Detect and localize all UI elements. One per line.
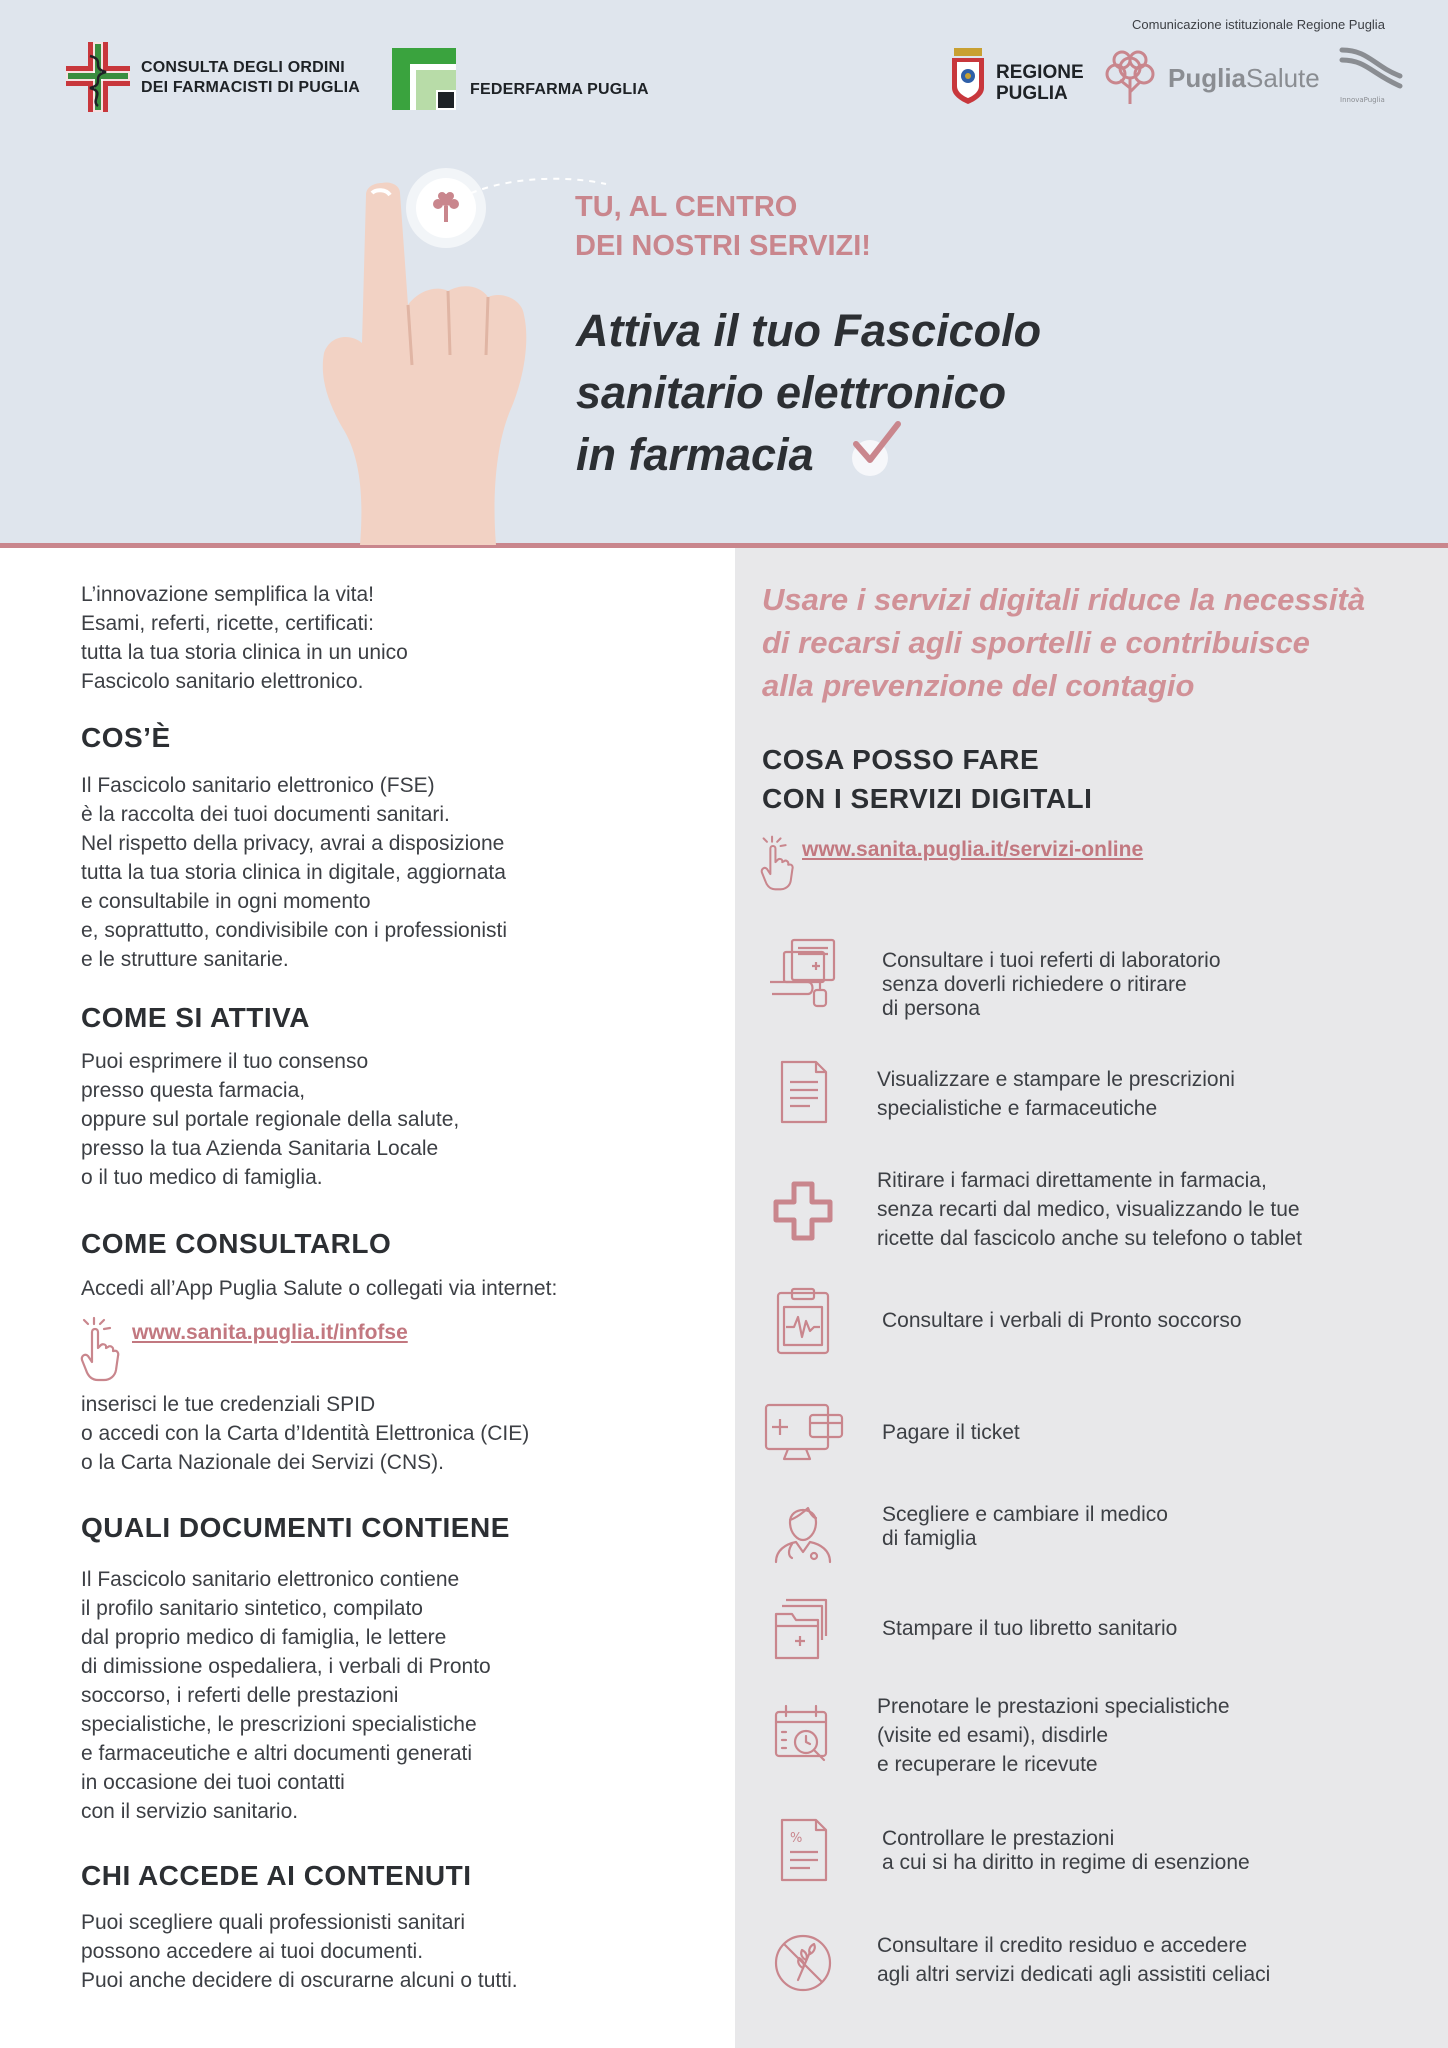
cose-line: Il Fascicolo sanitario elettronico (FSE): [81, 774, 435, 797]
service-line: (visite ed esami), disdirle: [877, 1724, 1109, 1747]
consulta-line1: CONSULTA DEGLI ORDINI: [141, 59, 345, 76]
service-item: [882, 1503, 1402, 1551]
exemption-document-icon: [768, 1816, 838, 1886]
service-line: senza recarti dal medico, visualizzando le tue: [877, 1198, 1300, 1221]
service-item: [882, 1614, 1402, 1643]
accede-line: Puoi scegliere quali professionisti sanitari: [81, 1911, 466, 1934]
federfarma-logo-icon: [392, 48, 456, 110]
service-line: Consultare i tuoi referti di laboratorio: [882, 949, 1221, 972]
service-line: Ritirare i farmaci direttamente in farmacia,: [877, 1169, 1267, 1192]
credentials-line: o la Carta Nazionale dei Servizi (CNS).: [81, 1451, 444, 1474]
title-line3: in farmacia: [576, 429, 814, 480]
accede-heading: CHI ACCEDE AI CONTENUTI: [81, 1860, 472, 1891]
intro-paragraph: [81, 580, 681, 696]
consulta-farmacisti-logo-icon: [66, 42, 130, 112]
title-line2: sanitario elettronico: [576, 367, 1007, 418]
hero-tagline: [575, 188, 871, 266]
payment-card-icon: [762, 1397, 846, 1467]
servizi-online-link[interactable]: [802, 838, 1143, 862]
cose-line: Nel rispetto della privacy, avrai a disposizione: [81, 832, 505, 855]
documenti-line: specialistiche, le prescrizioni specialistiche: [81, 1713, 477, 1736]
hero-title: [576, 300, 1041, 486]
service-line: ricette dal fascicolo anche su telefono o tablet: [877, 1227, 1302, 1250]
prevention-quote: [762, 578, 1412, 707]
tap-hand-icon: [758, 835, 798, 891]
intro-line3: tutta la tua storia clinica in un unico: [81, 641, 408, 664]
touch-point-tree-icon: [404, 166, 488, 250]
prescription-document-icon: [768, 1058, 838, 1128]
credentials-line: inserisci le tue credenziali SPID: [81, 1393, 376, 1416]
service-line: Pagare il ticket: [882, 1421, 1020, 1444]
medical-cross-icon: [768, 1176, 838, 1246]
quote-line2: di recarsi agli sportelli e contribuisce: [762, 625, 1310, 660]
service-item: [877, 1931, 1397, 1989]
innovapuglia-logo-icon: [1338, 46, 1404, 104]
salute-word: Salute: [1246, 63, 1320, 93]
documenti-line: Il Fascicolo sanitario elettronico contiene: [81, 1568, 460, 1591]
tagline-line1: TU, AL CENTRO: [575, 191, 798, 223]
service-line: senza doverli richiedere o ritirare: [882, 973, 1187, 996]
service-item: [877, 1065, 1397, 1123]
cose-line: tutta la tua storia clinica in digitale, aggiornata: [81, 861, 506, 884]
service-line: specialistiche e farmaceutiche: [877, 1097, 1158, 1120]
service-item: [882, 1418, 1402, 1447]
attiva-line: oppure sul portale regionale della salute,: [81, 1108, 460, 1131]
service-line: Consultare il credito residuo e accedere: [877, 1934, 1248, 1957]
services-heading-line2: CON I SERVIZI DIGITALI: [762, 783, 1093, 814]
gluten-free-icon: [768, 1928, 838, 1998]
quote-line1: Usare i servizi digitali riduce la necessità: [762, 582, 1366, 617]
service-item: [882, 949, 1402, 1021]
clipboard-ecg-icon: [768, 1287, 838, 1357]
credentials-line: o accedi con la Carta d’Identità Elettronica (CIE): [81, 1422, 530, 1445]
regione-puglia-text: [996, 62, 1084, 104]
percent-glyph: %: [790, 1831, 803, 1846]
service-item: [877, 1166, 1397, 1253]
consulta-line2: DEI FARMACISTI DI PUGLIA: [141, 79, 361, 96]
lab-results-icon: [768, 938, 838, 1008]
regione-line2: PUGLIA: [996, 83, 1068, 104]
service-line: Scegliere e cambiare il medico: [882, 1503, 1168, 1526]
accede-line: possono accedere ai tuoi documenti.: [81, 1940, 424, 1963]
consultarlo-heading: COME CONSULTARLO: [81, 1228, 392, 1259]
puglia-salute-tree-icon: [1100, 48, 1160, 106]
checkmark-icon: [848, 418, 904, 480]
service-line: Visualizzare e stampare le prescrizioni: [877, 1068, 1235, 1091]
cose-line: e consultabile in ogni momento: [81, 890, 371, 913]
service-line: Consultare i verbali di Pronto soccorso: [882, 1309, 1242, 1332]
consultarlo-intro: Accedi all’App Puglia Salute o collegati via internet:: [81, 1277, 558, 1300]
service-line: agli altri servizi dedicati agli assistiti celiaci: [877, 1963, 1271, 1986]
service-line: di famiglia: [882, 1527, 977, 1550]
documenti-line: di dimissione ospedaliera, i verbali di Pronto: [81, 1655, 491, 1678]
quote-line3: alla prevenzione del contagio: [762, 668, 1195, 703]
innova-caption: InnovaPuglia: [1340, 96, 1385, 104]
service-line: Controllare le prestazioni: [882, 1827, 1115, 1850]
services-heading: [762, 740, 1092, 818]
servizi-online-link-text[interactable]: www.sanita.puglia.it/servizi-online: [802, 838, 1144, 861]
intro-line1: L’innovazione semplifica la vita!: [81, 583, 374, 606]
service-item: [882, 1306, 1402, 1335]
service-line: Stampare il tuo libretto sanitario: [882, 1617, 1178, 1640]
service-line: a cui si ha diritto in regime di esenzione: [882, 1851, 1250, 1874]
documenti-line: soccorso, i referti delle prestazioni: [81, 1684, 399, 1707]
documenti-line: dal proprio medico di famiglia, le lettere: [81, 1626, 447, 1649]
consultarlo-credentials: [81, 1390, 681, 1477]
services-heading-line1: COSA POSSO FARE: [762, 744, 1040, 775]
institutional-communication: Comunicazione istituzionale Regione Puglia: [1132, 17, 1385, 32]
doctor-icon: [768, 1496, 838, 1566]
cose-heading: COS’È: [81, 722, 171, 753]
documenti-heading: QUALI DOCUMENTI CONTIENE: [81, 1512, 510, 1543]
infofse-link-text[interactable]: www.sanita.puglia.it/infofse: [132, 1321, 408, 1344]
attiva-heading: COME SI ATTIVA: [81, 1002, 310, 1033]
service-line: e recuperare le ricevute: [877, 1753, 1098, 1776]
booking-calendar-icon: [768, 1702, 838, 1772]
attiva-line: presso questa farmacia,: [81, 1079, 306, 1102]
attiva-line: Puoi esprimere il tuo consenso: [81, 1050, 369, 1073]
puglia-salute-text: [1168, 63, 1320, 94]
documenti-line: il profilo sanitario sintetico, compilato: [81, 1597, 423, 1620]
regione-line1: REGIONE: [996, 62, 1084, 83]
intro-line2: Esami, referti, ricette, certificati:: [81, 612, 374, 635]
consulta-logo-text: [141, 58, 360, 98]
service-line: di persona: [882, 997, 981, 1020]
cose-line: è la raccolta dei tuoi documenti sanitari.: [81, 803, 450, 826]
attiva-paragraph: [81, 1047, 681, 1192]
federfarma-logo-text: FEDERFARMA PUGLIA: [470, 81, 649, 98]
service-line: Prenotare le prestazioni specialistiche: [877, 1695, 1230, 1718]
regione-puglia-emblem-icon: [950, 48, 986, 106]
accede-line: Puoi anche decidere di oscurarne alcuni o tutti.: [81, 1969, 518, 1992]
cose-line: e le strutture sanitarie.: [81, 948, 289, 971]
cose-paragraph: [81, 771, 681, 974]
health-booklet-icon: [768, 1596, 838, 1666]
service-item: [877, 1692, 1397, 1779]
service-item: [882, 1827, 1402, 1875]
tagline-line2: DEI NOSTRI SERVIZI!: [575, 230, 871, 262]
cose-line: e, soprattutto, condivisibile con i professionisti: [81, 919, 508, 942]
attiva-line: o il tuo medico di famiglia.: [81, 1166, 323, 1189]
documenti-line: e farmaceutiche e altri documenti generati: [81, 1742, 473, 1765]
accede-paragraph: [81, 1908, 681, 1995]
documenti-paragraph: [81, 1565, 681, 1826]
documenti-line: in occasione dei tuoi contatti: [81, 1771, 345, 1794]
infofse-link[interactable]: [132, 1318, 732, 1347]
title-line1: Attiva il tuo Fascicolo: [576, 305, 1042, 356]
tap-hand-icon: [78, 1316, 124, 1382]
puglia-word: Puglia: [1168, 63, 1247, 93]
documenti-line: con il servizio sanitario.: [81, 1800, 299, 1823]
intro-line4: Fascicolo sanitario elettronico.: [81, 670, 364, 693]
attiva-line: presso la tua Azienda Sanitaria Locale: [81, 1137, 439, 1160]
